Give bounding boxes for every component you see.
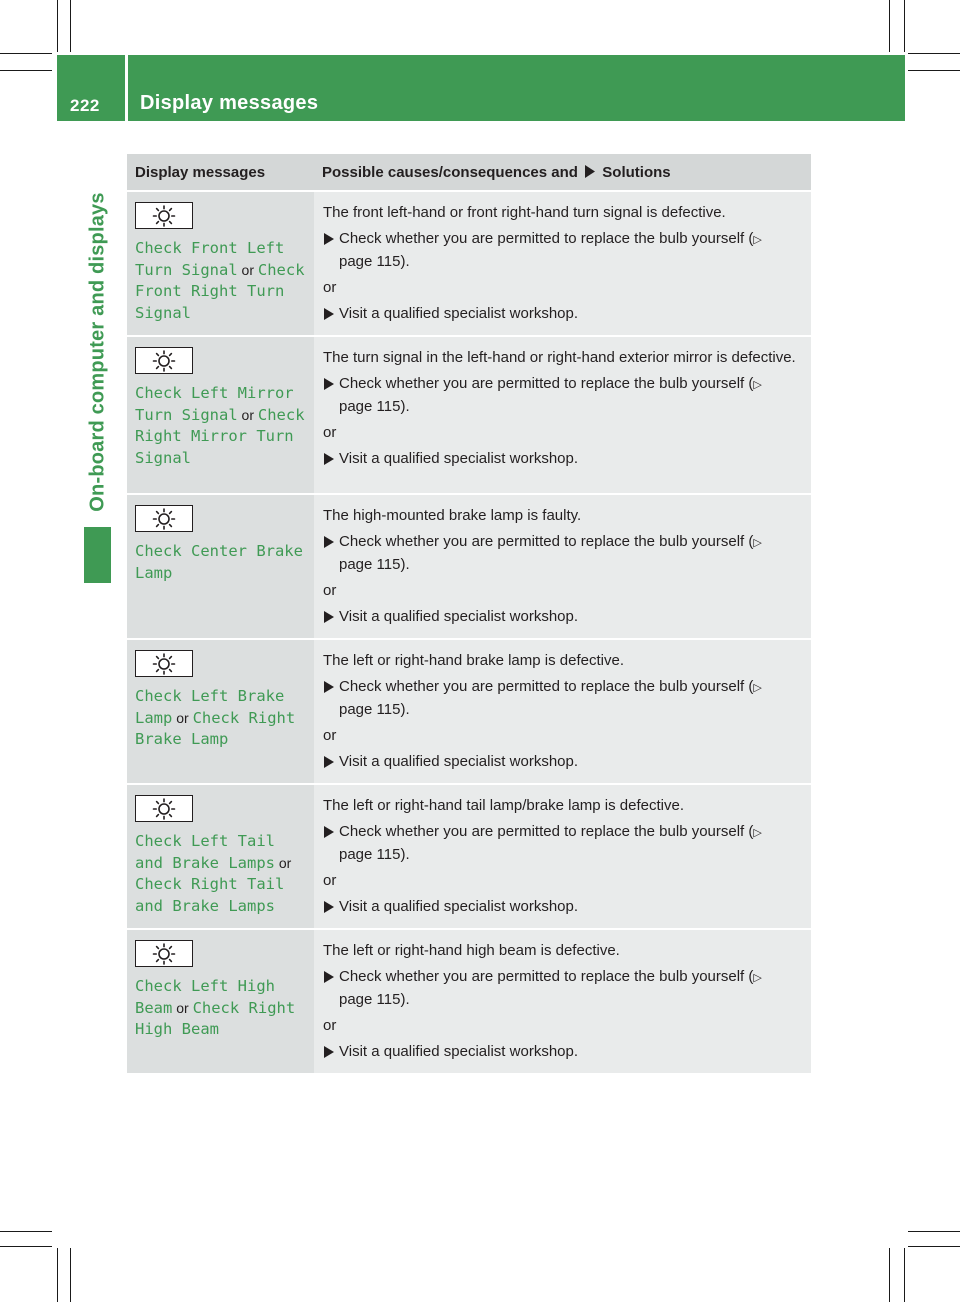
message-cell xyxy=(127,929,314,1073)
or-separator: or xyxy=(323,872,337,889)
page-reference-link[interactable]: page 115 xyxy=(339,398,401,415)
or-word: or xyxy=(237,406,258,423)
step-text: Visit a qualified specialist workshop. xyxy=(339,753,579,770)
message-text: Check Left Tail and Brake Lamps xyxy=(135,832,275,872)
solution-step xyxy=(323,751,799,772)
table-row xyxy=(127,639,811,784)
page-reference-icon: ▷ xyxy=(753,972,762,984)
step-text-end: ). xyxy=(400,991,410,1008)
step-text: Check whether you are permitted to replace the bulb yourself ( xyxy=(339,533,754,550)
crop-mark xyxy=(908,53,960,54)
cause-text: The left or right-hand tail lamp/brake lamp is defective. xyxy=(323,797,685,814)
or-word: or xyxy=(237,261,258,278)
step-text-end: ). xyxy=(400,846,410,863)
solution-cell xyxy=(314,784,811,929)
step-arrow-icon xyxy=(324,308,334,320)
step-arrow-icon xyxy=(324,611,334,623)
page-reference-link[interactable]: page 115 xyxy=(339,991,401,1008)
bulb-indicator-icon xyxy=(135,795,193,822)
cause-text: The high-mounted brake lamp is faulty. xyxy=(323,507,582,524)
bulb-indicator-icon xyxy=(135,202,193,229)
crop-mark xyxy=(889,1248,890,1302)
table-row xyxy=(127,784,811,929)
message-text: Check Right Brake Lamp xyxy=(135,708,296,749)
step-text: Check whether you are permitted to replace the bulb yourself ( xyxy=(339,678,754,695)
bulb-indicator-icon xyxy=(135,347,193,374)
message-text: Check Front Right Turn Signal xyxy=(135,260,305,323)
solution-step xyxy=(323,228,799,272)
message-text: Check Right High Beam xyxy=(135,998,296,1039)
table-header-row xyxy=(127,154,811,191)
crop-mark xyxy=(904,0,905,52)
step-arrow-icon xyxy=(324,1046,334,1058)
message-cell xyxy=(127,336,314,494)
crop-mark xyxy=(0,1231,52,1232)
crop-mark xyxy=(0,1246,52,1247)
step-arrow-icon xyxy=(324,901,334,913)
step-text: Check whether you are permitted to replace the bulb yourself ( xyxy=(339,375,754,392)
crop-mark xyxy=(57,0,58,52)
display-message xyxy=(135,686,306,751)
page-reference-link[interactable]: page 115 xyxy=(339,701,401,718)
header-divider xyxy=(125,55,128,121)
page-reference-link[interactable]: page 115 xyxy=(339,556,401,573)
cause-text: The left or right-hand high beam is defective. xyxy=(323,942,620,959)
message-text: Check Left Brake Lamp xyxy=(135,687,285,727)
crop-mark xyxy=(908,1231,960,1232)
step-text: Check whether you are permitted to replace the bulb yourself ( xyxy=(339,230,754,247)
cause-text: The front left-hand or front right-hand turn signal is defective. xyxy=(323,204,726,221)
page-reference-link[interactable]: page 115 xyxy=(339,253,401,270)
step-text: Visit a qualified specialist workshop. xyxy=(339,305,579,322)
crop-mark xyxy=(908,70,960,71)
page-reference-link[interactable]: page 115 xyxy=(339,846,401,863)
solution-cell xyxy=(314,929,811,1073)
or-separator: or xyxy=(323,727,337,744)
page-reference-icon: ▷ xyxy=(753,827,762,839)
crop-mark xyxy=(0,70,52,71)
message-cell xyxy=(127,639,314,784)
display-message xyxy=(135,383,306,470)
solution-step xyxy=(323,966,799,1010)
step-arrow-icon xyxy=(324,756,334,768)
crop-mark xyxy=(70,0,71,52)
message-text: Check Front Left Turn Signal xyxy=(135,239,285,279)
or-word: or xyxy=(274,854,292,871)
step-text: Check whether you are permitted to replace the bulb yourself ( xyxy=(339,968,754,985)
step-arrow-icon xyxy=(324,378,334,390)
solution-step xyxy=(323,303,799,324)
step-text: Visit a qualified specialist workshop. xyxy=(339,608,579,625)
crop-mark xyxy=(0,53,52,54)
solution-step xyxy=(323,448,799,469)
display-message xyxy=(135,976,306,1041)
message-cell xyxy=(127,191,314,336)
column-header-messages: Display messages xyxy=(127,154,314,191)
page-reference-icon: ▷ xyxy=(753,537,762,549)
or-word: or xyxy=(172,709,193,726)
table-row xyxy=(127,494,811,639)
step-text-end: ). xyxy=(400,398,410,415)
crop-mark xyxy=(889,0,890,52)
or-word: or xyxy=(172,999,193,1016)
page-reference-icon: ▷ xyxy=(753,379,762,391)
step-text: Check whether you are permitted to replace the bulb yourself ( xyxy=(339,823,754,840)
bulb-indicator-icon xyxy=(135,505,193,532)
solution-step xyxy=(323,606,799,627)
crop-mark xyxy=(904,1248,905,1302)
solution-cell xyxy=(314,336,811,494)
section-tab-marker xyxy=(84,527,111,583)
solution-step xyxy=(323,1041,799,1062)
display-messages-table xyxy=(127,154,811,1073)
bulb-indicator-icon xyxy=(135,940,193,967)
message-cell xyxy=(127,784,314,929)
display-message xyxy=(135,541,306,584)
crop-mark xyxy=(70,1248,71,1302)
solution-cell xyxy=(314,494,811,639)
solution-step xyxy=(323,373,799,417)
message-text: Check Right Tail and Brake Lamps xyxy=(135,875,285,916)
solution-cell xyxy=(314,639,811,784)
message-text: Check Left Mirror Turn Signal xyxy=(135,384,294,424)
step-text-end: ). xyxy=(400,253,410,270)
or-separator: or xyxy=(323,582,337,599)
table-row xyxy=(127,336,811,494)
step-text: Visit a qualified specialist workshop. xyxy=(339,1043,579,1060)
cause-text: The turn signal in the left-hand or right-hand exterior mirror is defective. xyxy=(323,349,796,366)
solution-step xyxy=(323,531,799,575)
display-message xyxy=(135,831,306,918)
or-separator: or xyxy=(323,279,337,296)
bulb-indicator-icon xyxy=(135,650,193,677)
step-arrow-icon xyxy=(324,536,334,548)
step-arrow-icon xyxy=(324,681,334,693)
solution-step xyxy=(323,676,799,720)
page-number: 222 xyxy=(70,96,100,115)
solution-step xyxy=(323,821,799,865)
solutions-arrow-icon xyxy=(584,165,596,178)
table-row xyxy=(127,929,811,1073)
step-arrow-icon xyxy=(324,233,334,245)
section-tab-label: On-board computer and displays xyxy=(86,192,109,512)
step-text-end: ). xyxy=(400,701,410,718)
page-title: Display messages xyxy=(140,92,319,114)
cause-text: The left or right-hand brake lamp is defective. xyxy=(323,652,624,669)
step-text-end: ). xyxy=(400,556,410,573)
or-separator: or xyxy=(323,1017,337,1034)
step-arrow-icon xyxy=(324,971,334,983)
message-text: Check Right Mirror Turn Signal xyxy=(135,405,305,468)
step-arrow-icon xyxy=(324,826,334,838)
message-text: Check Left High Beam xyxy=(135,977,275,1017)
page-reference-icon: ▷ xyxy=(753,234,762,246)
page-reference-icon: ▷ xyxy=(753,682,762,694)
crop-mark xyxy=(908,1246,960,1247)
crop-mark xyxy=(57,1248,58,1302)
message-text: Check Center Brake Lamp xyxy=(135,542,303,582)
column-header-solutions: Possible causes/consequences and Solutions xyxy=(314,154,811,191)
or-separator: or xyxy=(323,424,337,441)
step-text: Visit a qualified specialist workshop. xyxy=(339,450,579,467)
solution-cell xyxy=(314,191,811,336)
step-arrow-icon xyxy=(324,453,334,465)
message-cell xyxy=(127,494,314,639)
solution-step xyxy=(323,896,799,917)
step-text: Visit a qualified specialist workshop. xyxy=(339,898,579,915)
table-row xyxy=(127,191,811,336)
display-message xyxy=(135,238,306,325)
